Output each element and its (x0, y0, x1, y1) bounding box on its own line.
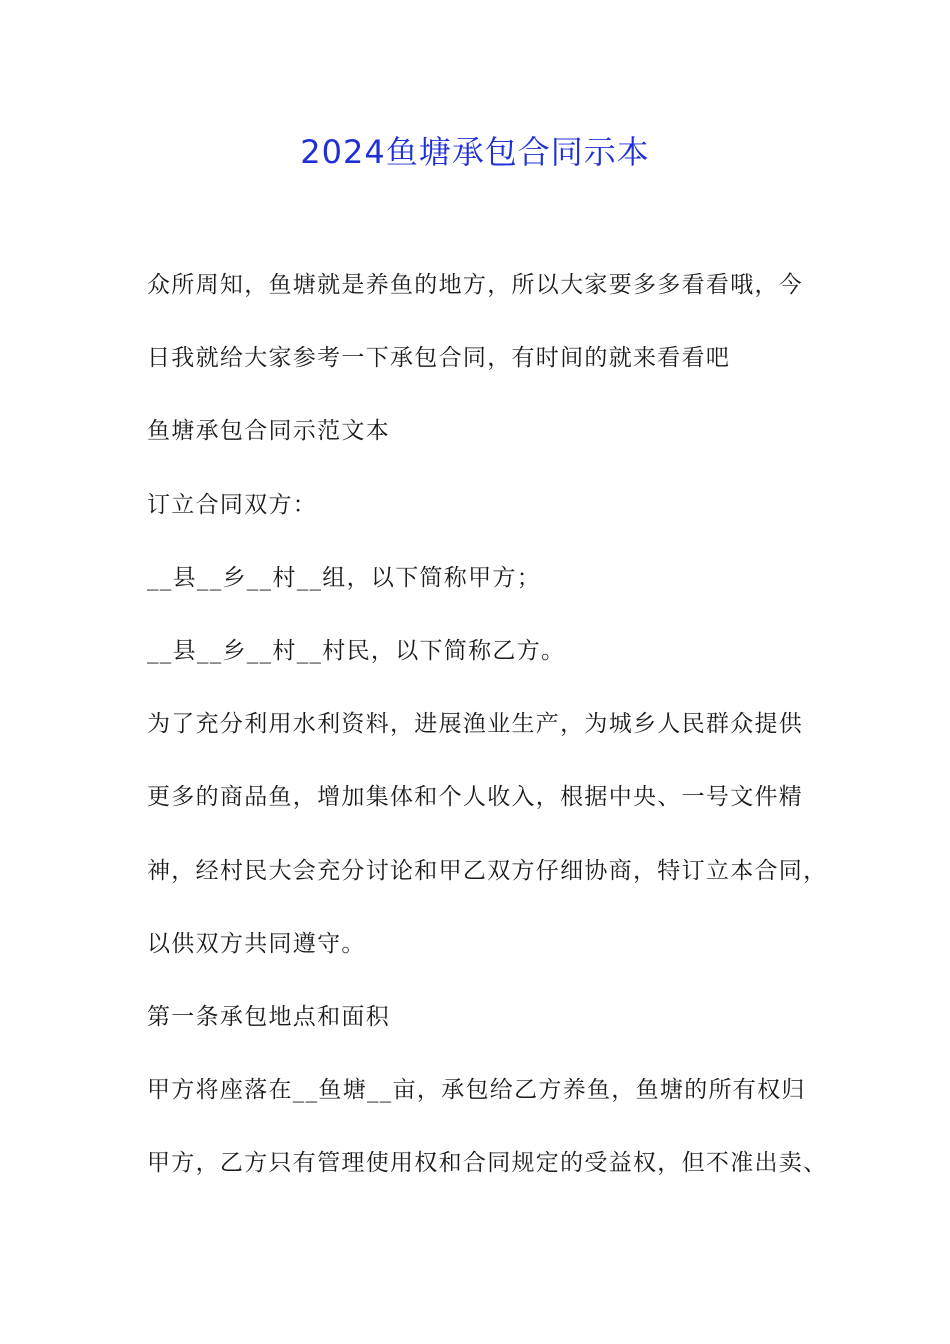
paragraph-line: 以供双方共同遵守。 (147, 930, 366, 957)
paragraph-line: 甲方，乙方只有管理使用权和合同规定的受益权，但不准出卖、 (147, 1150, 828, 1177)
paragraph-line: 订立合同双方： (147, 491, 318, 518)
document-title: 2024鱼塘承包合同示本 (300, 133, 650, 171)
paragraph-line: 更多的商品鱼，增加集体和个人收入，根据中央、一号文件精 (147, 784, 804, 811)
paragraph-line: __县__乡__村__村民，以下简称乙方。 (147, 637, 566, 664)
document-body (147, 261, 827, 1212)
paragraph-line: __县__乡__村__组，以下简称甲方； (147, 564, 541, 591)
paragraph-line: 众所周知，鱼塘就是养鱼的地方，所以大家要多多看看哦，今 (147, 272, 804, 298)
paragraph-line: 甲方将座落在__鱼塘__亩，承包给乙方养鱼，鱼塘的所有权归 (147, 1077, 806, 1104)
section-heading: 第一条承包地点和面积 (147, 1003, 390, 1030)
paragraph-line: 日我就给大家参考一下承包合同，有时间的就来看看吧 (147, 345, 731, 372)
paragraph-line: 神，经村民大会充分讨论和甲乙双方仔细协商，特订立本合同， (147, 857, 828, 884)
paragraph-line: 鱼塘承包合同示范文本 (147, 418, 390, 445)
paragraph-line: 为了充分利用水利资料，进展渔业生产，为城乡人民群众提供 (147, 711, 804, 738)
